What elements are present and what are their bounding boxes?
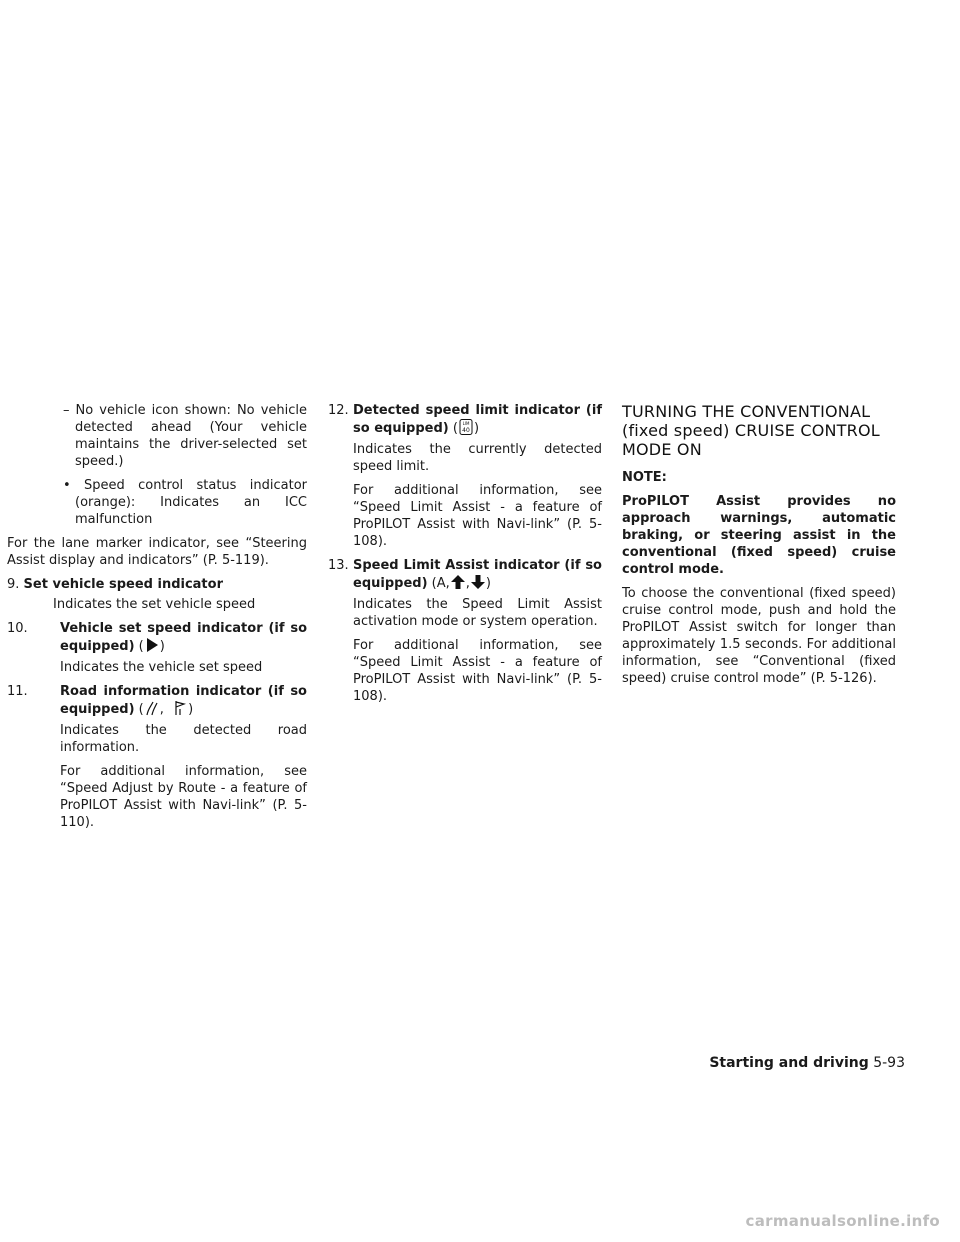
paren-close: ) xyxy=(473,421,480,436)
arrow-down-icon xyxy=(470,574,486,590)
paren-open: ( xyxy=(138,639,144,654)
route-flag-icon xyxy=(172,700,188,716)
speed-limit-sign-icon xyxy=(458,419,474,435)
item-13-title: Speed Limit Assist indicator (if so equipped) xyxy=(353,558,602,591)
arrow-up-icon xyxy=(450,574,466,590)
separator: , xyxy=(159,702,164,717)
body-paragraph: To choose the conventional (fixed speed) cruise control mode, push and hold the ProPILOT Assist switch for longer than approximately 1.5 seconds. For additional information, see “Conventional (fixed speed) cruise control mode” (P. 5-126). xyxy=(622,586,896,686)
item-11-title: Road information indicator (if so equipped) xyxy=(60,684,307,717)
item-12-more: For additional information, see “Speed Limit Assist - a feature of ProPILOT Assist with Navi-link” (P. 5-108). xyxy=(353,483,602,549)
speed-limit-sign-top: LIM xyxy=(462,421,470,426)
separator: , xyxy=(465,576,470,591)
item-10 xyxy=(7,620,307,676)
play-triangle-icon xyxy=(144,637,160,653)
item-13-number: 13. xyxy=(328,558,349,573)
item-9-number: 9. xyxy=(7,577,20,592)
paren-close: ) xyxy=(188,702,194,717)
item-9-description: Indicates the set vehicle speed xyxy=(53,597,256,612)
item-13 xyxy=(328,557,602,705)
watermark: carmanualsonline.info xyxy=(745,1212,940,1230)
item-10-number: 10. xyxy=(7,621,28,636)
item-13-description: Indicates the Speed Limit Assist activation mode or system operation. xyxy=(353,597,602,629)
mode-letter: A xyxy=(436,576,446,591)
item-9-title: Set vehicle speed indicator xyxy=(23,577,223,592)
curved-road-icon xyxy=(144,700,160,716)
no-vehicle-item: – No vehicle icon shown: No vehicle detected ahead (Your vehicle maintains the driver-selected set speed.) xyxy=(63,403,307,469)
paren-close: ) xyxy=(485,576,491,591)
middle-column xyxy=(328,402,602,712)
right-column xyxy=(622,402,896,694)
note-label: NOTE: xyxy=(622,470,667,485)
lane-marker-paragraph: For the lane marker indicator, see “Steering Assist display and indicators” (P. 5-119). xyxy=(7,536,307,568)
item-9 xyxy=(7,576,307,613)
speed-limit-sign-value: 40 xyxy=(462,427,470,434)
section-heading: TURNING THE CONVENTIONAL (fixed speed) CRUISE CONTROL MODE ON xyxy=(622,402,880,459)
paren-close: ) xyxy=(159,639,165,654)
paren-open: ( xyxy=(452,421,458,436)
note-text: ProPILOT Assist provides no approach warnings, automatic braking, or steering assist in the conventional (fixed speed) cruise control mode. xyxy=(622,494,896,577)
item-10-description: Indicates the vehicle set speed xyxy=(60,660,263,675)
item-11-more: For additional information, see “Speed Adjust by Route - a feature of ProPILOT Assist with Navi-link” (P. 5-110). xyxy=(60,764,307,830)
item-11-description: Indicates the detected road information. xyxy=(60,723,307,755)
page-footer xyxy=(0,1055,905,1072)
item-12-number: 12. xyxy=(328,403,349,418)
item-11 xyxy=(7,683,307,831)
footer-page-number: 5-93 xyxy=(873,1055,905,1071)
footer-section-title: Starting and driving xyxy=(709,1055,869,1071)
item-12-title: Detected speed limit indicator (if so equipped) xyxy=(353,403,602,436)
item-11-number: 11. xyxy=(7,684,28,699)
item-12-description: Indicates the currently detected speed limit. xyxy=(353,442,602,474)
item-10-title: Vehicle set speed indicator (if so equipped) xyxy=(60,621,307,654)
left-column xyxy=(7,402,307,838)
separator: , xyxy=(445,576,450,591)
paren-open: ( xyxy=(431,576,437,591)
status-indicator-item: • Speed control status indicator (orange): Indicates an ICC malfunction xyxy=(63,478,307,527)
item-12 xyxy=(328,402,602,550)
item-13-more: For additional information, see “Speed Limit Assist - a feature of ProPILOT Assist with Navi-link” (P. 5-108). xyxy=(353,638,602,704)
paren-open: ( xyxy=(138,702,144,717)
